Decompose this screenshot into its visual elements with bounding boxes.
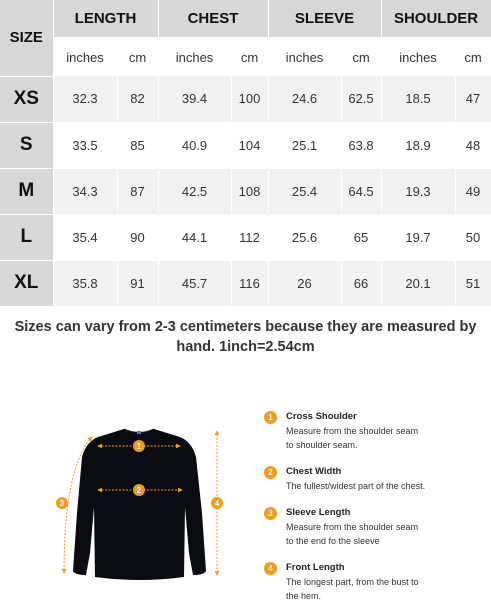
table-cell: 100 [231, 76, 268, 122]
unit-cell: inches [53, 38, 117, 77]
legend-number: 2 [264, 466, 277, 479]
sizing-note-line: Sizes can vary from 2-3 centimeters because they are measured by [14, 319, 477, 335]
table-row [0, 214, 491, 260]
table-cell: 63.8 [341, 122, 381, 168]
table-cell: 51 [455, 260, 491, 306]
size-label: S [0, 122, 53, 168]
table-cell: 18.9 [381, 122, 455, 168]
table-cell: 40.9 [158, 122, 231, 168]
table-cell: 18.5 [381, 76, 455, 122]
marker-label: 4 [214, 499, 220, 508]
table-cell: 25.1 [268, 122, 341, 168]
legend-title: Chest Width [286, 466, 342, 477]
sizing-note-line: hand. 1inch=2.54cm [176, 339, 315, 355]
unit-cell: inches [268, 38, 341, 77]
unit-cell: cm [117, 38, 158, 77]
table-cell: 45.7 [158, 260, 231, 306]
measurement-diagram [0, 395, 262, 611]
legend-title: Front Length [286, 562, 345, 573]
table-cell: 62.5 [341, 76, 381, 122]
legend-item-front-length [264, 561, 489, 603]
chest-header: CHEST [158, 0, 268, 38]
table-cell: 39.4 [158, 76, 231, 122]
marker-4 [211, 497, 223, 509]
table-row [0, 168, 491, 214]
table-cell: 91 [117, 260, 158, 306]
legend-item-sleeve-length [264, 506, 489, 548]
marker-2 [133, 484, 145, 496]
table-cell: 35.4 [53, 214, 117, 260]
marker-label: 3 [59, 499, 65, 508]
unit-cell: cm [231, 38, 268, 77]
size-column-header: SIZE [0, 0, 53, 76]
legend-desc: The fullest/widest part of the chest. [286, 481, 426, 491]
table-cell: 25.4 [268, 168, 341, 214]
table-cell: 112 [231, 214, 268, 260]
unit-row [0, 38, 491, 77]
legend-number: 3 [264, 507, 277, 520]
table-cell: 24.6 [268, 76, 341, 122]
marker-1 [133, 440, 145, 452]
size-label: L [0, 214, 53, 260]
legend-desc: the hem. [286, 591, 322, 601]
legend-item-chest-width [264, 465, 489, 493]
table-cell: 49 [455, 168, 491, 214]
table-cell: 90 [117, 214, 158, 260]
table-cell: 34.3 [53, 168, 117, 214]
table-cell: 47 [455, 76, 491, 122]
legend-title: Sleeve Length [286, 507, 351, 518]
unit-cell: cm [341, 38, 381, 77]
table-cell: 104 [231, 122, 268, 168]
table-cell: 26 [268, 260, 341, 306]
table-cell: 116 [231, 260, 268, 306]
legend-desc: Measure from the shoulder seam [286, 522, 419, 532]
shoulder-header: SHOULDER [381, 0, 491, 38]
table-cell: 48 [455, 122, 491, 168]
table-cell: 87 [117, 168, 158, 214]
table-cell: 35.8 [53, 260, 117, 306]
legend-title: Cross Shoulder [286, 411, 357, 422]
legend-item-cross-shoulder [264, 410, 489, 452]
table-cell: 42.5 [158, 168, 231, 214]
marker-label: 1 [136, 442, 142, 451]
table-cell: 50 [455, 214, 491, 260]
marker-label: 2 [136, 486, 142, 495]
unit-cell: inches [158, 38, 231, 77]
size-label: XS [0, 76, 53, 122]
table-cell: 65 [341, 214, 381, 260]
size-label: M [0, 168, 53, 214]
table-cell: 44.1 [158, 214, 231, 260]
length-header: LENGTH [53, 0, 158, 38]
legend-number: 4 [264, 562, 277, 575]
table-cell: 25.6 [268, 214, 341, 260]
unit-cell: cm [455, 38, 491, 77]
legend-desc: to the end fo the sleeve [286, 536, 380, 546]
legend-desc: The longest part, from the bust to [286, 577, 419, 587]
table-cell: 33.5 [53, 122, 117, 168]
legend-desc: Measure from the shoulder seam [286, 426, 419, 436]
table-cell: 108 [231, 168, 268, 214]
table-cell: 82 [117, 76, 158, 122]
table-cell: 66 [341, 260, 381, 306]
table-cell: 19.7 [381, 214, 455, 260]
table-cell: 32.3 [53, 76, 117, 122]
size-label: XL [0, 260, 53, 306]
marker-3 [56, 497, 68, 509]
table-cell: 19.3 [381, 168, 455, 214]
size-chart-table [0, 0, 491, 306]
table-row [0, 76, 491, 122]
table-cell: 20.1 [381, 260, 455, 306]
table-row [0, 122, 491, 168]
table-cell: 64.5 [341, 168, 381, 214]
unit-cell: inches [381, 38, 455, 77]
table-row [0, 260, 491, 306]
measurement-legend [264, 410, 489, 616]
legend-number: 1 [264, 411, 277, 424]
sleeve-header: SLEEVE [268, 0, 381, 38]
table-cell: 85 [117, 122, 158, 168]
legend-desc: to shoulder seam. [286, 440, 358, 450]
sizing-note [0, 317, 491, 357]
